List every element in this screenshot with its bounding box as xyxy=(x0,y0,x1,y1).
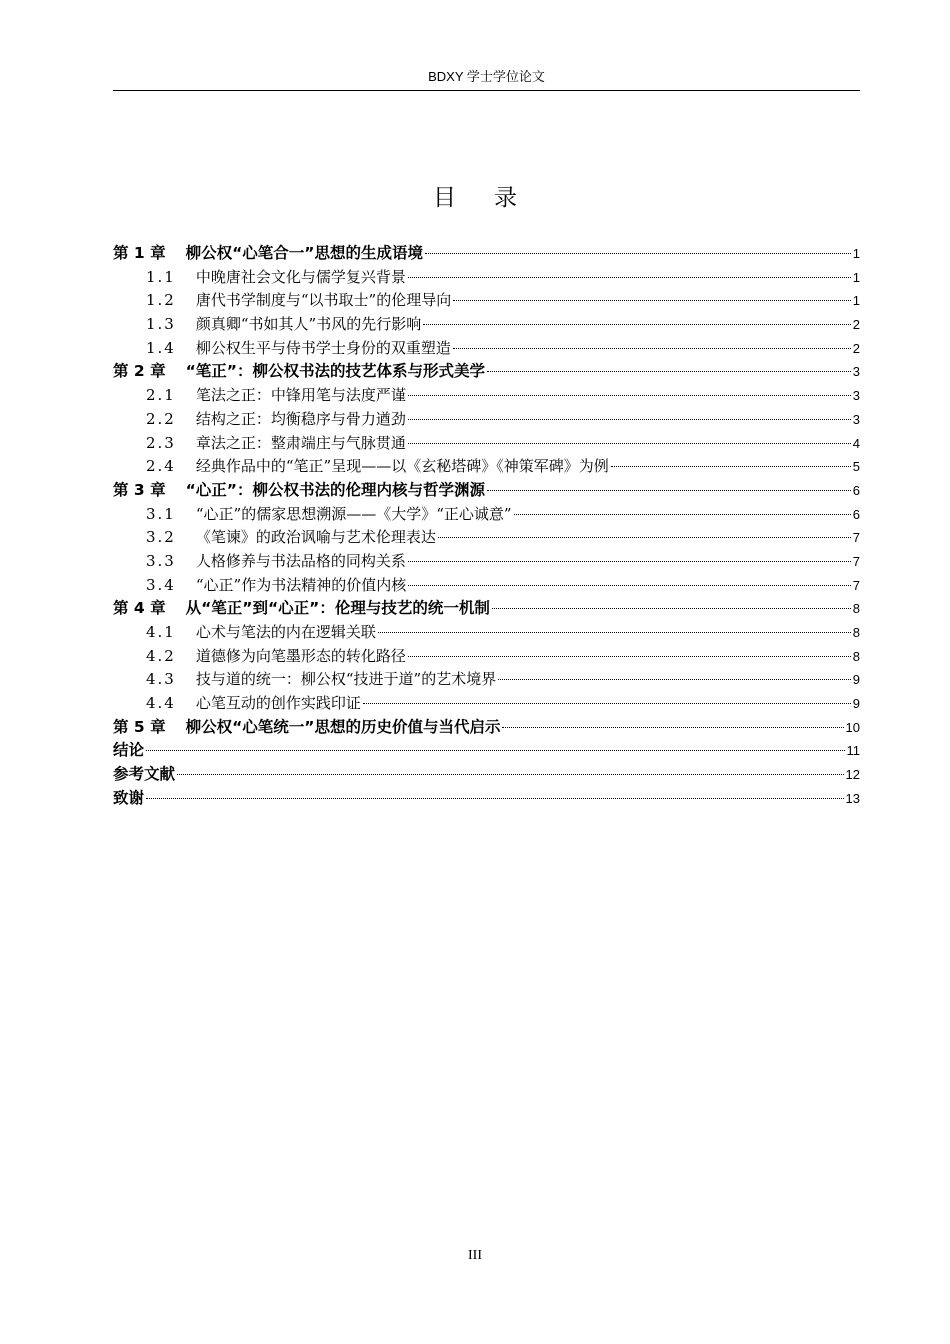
toc-entry-number: 3.1 xyxy=(146,504,176,523)
toc-entry-title: 从“笔正”到“心正”：伦理与技艺的统一机制 xyxy=(185,599,490,618)
toc-entry-number: 4.2 xyxy=(146,646,176,665)
header-rule xyxy=(113,90,860,91)
dot-leader xyxy=(408,561,851,562)
toc-entry-page-number: 13 xyxy=(845,790,860,806)
toc-section-entry[interactable] xyxy=(113,455,860,479)
table-of-contents xyxy=(113,242,860,811)
toc-entry-page-number: 6 xyxy=(852,482,860,498)
toc-section-entry[interactable] xyxy=(113,692,860,716)
toc-entry-number: 4.3 xyxy=(146,670,176,689)
toc-entry-number: 第 1 章 xyxy=(113,244,166,262)
toc-entry-number: 3.2 xyxy=(146,528,176,547)
toc-entry-page-number: 8 xyxy=(852,625,860,640)
dot-leader xyxy=(502,727,843,728)
toc-chapter-entry[interactable] xyxy=(113,479,860,503)
toc-entry-number: 第 2 章 xyxy=(113,362,166,381)
toc-entry-number: 3.3 xyxy=(146,551,176,570)
toc-entry-page-number: 1 xyxy=(852,293,860,309)
dot-leader xyxy=(453,300,851,301)
toc-entry-title: 道德修为向笔墨形态的转化路径 xyxy=(195,646,406,665)
toc-entry-title: 心笔互动的创作实践印证 xyxy=(195,694,361,713)
toc-entry-number: 1.2 xyxy=(146,291,176,310)
toc-entry-number: 2.2 xyxy=(146,409,176,428)
toc-entry-page-number: 11 xyxy=(846,743,860,759)
dot-leader xyxy=(408,419,851,420)
toc-entry-page-number: 8 xyxy=(852,601,860,617)
toc-entry-page-number: 9 xyxy=(852,696,860,712)
toc-entry-title: “心正”的儒家思想溯源——《大学》“正心诚意” xyxy=(195,504,512,523)
toc-entry-page-number: 3 xyxy=(852,364,860,380)
toc-entry-page-number: 7 xyxy=(852,553,860,569)
toc-entry-page-number: 2 xyxy=(852,340,860,356)
page-header: BDXY 学士学位论文 xyxy=(428,69,545,84)
toc-entry-title: 柳公权生平与侍书学士身份的双重塑造 xyxy=(195,338,451,357)
toc-entry-title: 笔法之正：中锋用笔与法度严谨 xyxy=(195,386,406,405)
toc-entry-title: 致谢 xyxy=(113,788,145,807)
toc-entry-title: 经典作品中的“笔正”呈现——以《玄秘塔碑》《神策军碑》为例 xyxy=(195,457,609,476)
dot-leader xyxy=(487,371,851,372)
dot-leader xyxy=(408,443,851,444)
dot-leader xyxy=(423,324,851,325)
toc-entry-title: 结构之正：均衡稳序与骨力遒劲 xyxy=(195,409,406,428)
toc-entry-number: 1.1 xyxy=(146,267,176,286)
toc-entry-number: 第 5 章 xyxy=(113,717,166,736)
toc-entry-title: 柳公权“心笔统一”思想的历史价值与当代启示 xyxy=(185,717,501,736)
toc-section-entry[interactable] xyxy=(113,337,860,361)
toc-entry-title: 参考文献 xyxy=(113,765,176,784)
toc-section-entry[interactable] xyxy=(113,503,860,527)
toc-entry-title: 心术与笔法的内在逻辑关联 xyxy=(195,623,376,641)
dot-leader xyxy=(378,632,851,633)
toc-section-entry[interactable] xyxy=(113,313,860,337)
toc-section-entry[interactable] xyxy=(113,408,860,432)
dot-leader xyxy=(611,466,851,467)
toc-chapter-entry[interactable] xyxy=(113,716,860,740)
toc-chapter-entry[interactable] xyxy=(113,597,860,621)
dot-leader xyxy=(146,798,844,799)
toc-entry-page-number: 1 xyxy=(852,269,860,285)
dot-leader xyxy=(408,585,851,586)
toc-entry-title: 柳公权“心笔合一”思想的生成语境 xyxy=(185,244,423,262)
toc-entry-page-number: 7 xyxy=(852,530,860,546)
toc-entry-title: 《笔谏》的政治讽喻与艺术伦理表达 xyxy=(195,528,436,547)
toc-entry-title: 唐代书学制度与“以书取士”的伦理导向 xyxy=(195,291,452,310)
toc-entry-title: 人格修养与书法品格的同构关系 xyxy=(195,551,406,570)
toc-entry-title: “心正”：柳公权书法的伦理内核与哲学渊源 xyxy=(185,480,485,499)
toc-entry-number: 第 3 章 xyxy=(113,480,166,499)
toc-section-entry[interactable] xyxy=(113,621,860,645)
dot-leader xyxy=(453,348,851,349)
toc-entry-number: 2.3 xyxy=(146,433,176,452)
toc-entry-number: 第 4 章 xyxy=(113,599,166,618)
toc-section-entry[interactable] xyxy=(113,384,860,408)
dot-leader xyxy=(408,395,851,396)
toc-entry-title: 技与道的统一：柳公权“技进于道”的艺术境界 xyxy=(195,670,497,689)
dot-leader xyxy=(492,608,851,609)
dot-leader xyxy=(425,253,851,254)
toc-title: 目录 xyxy=(433,185,555,211)
toc-section-entry[interactable] xyxy=(113,550,860,574)
dot-leader xyxy=(438,537,851,538)
dot-leader xyxy=(487,490,851,491)
toc-section-entry[interactable] xyxy=(113,526,860,550)
toc-entry-number: 3.4 xyxy=(146,575,176,594)
toc-chapter-entry[interactable] xyxy=(113,739,860,763)
toc-section-entry[interactable] xyxy=(113,266,860,290)
toc-entry-page-number: 2 xyxy=(852,317,860,333)
toc-chapter-entry[interactable] xyxy=(113,787,860,811)
dot-leader xyxy=(514,514,851,515)
toc-section-entry[interactable] xyxy=(113,289,860,313)
toc-section-entry[interactable] xyxy=(113,645,860,669)
toc-entry-page-number: 8 xyxy=(852,648,860,664)
page-number: III xyxy=(468,1248,482,1263)
dot-leader xyxy=(363,703,851,704)
dot-leader xyxy=(498,679,851,680)
dot-leader xyxy=(408,277,851,278)
toc-chapter-entry[interactable] xyxy=(113,242,860,266)
toc-entry-page-number: 3 xyxy=(852,411,860,427)
toc-section-entry[interactable] xyxy=(113,432,860,456)
toc-entry-page-number: 10 xyxy=(845,719,860,735)
toc-entry-page-number: 1 xyxy=(852,246,860,261)
toc-entry-title: “心正”作为书法精神的价值内核 xyxy=(195,575,407,594)
toc-chapter-entry[interactable] xyxy=(113,360,860,384)
toc-entry-page-number: 6 xyxy=(852,506,860,522)
toc-section-entry[interactable] xyxy=(113,668,860,692)
dot-leader xyxy=(408,656,851,657)
toc-entry-page-number: 7 xyxy=(852,577,860,593)
toc-entry-title: 颜真卿“书如其人”书风的先行影响 xyxy=(195,315,422,334)
toc-entry-number: 1.4 xyxy=(146,338,176,357)
toc-entry-number: 4.1 xyxy=(146,623,176,641)
toc-entry-number: 4.4 xyxy=(146,694,176,713)
toc-entry-title: 中晚唐社会文化与儒学复兴背景 xyxy=(195,267,406,286)
toc-entry-page-number: 9 xyxy=(852,672,860,688)
toc-entry-page-number: 12 xyxy=(845,767,860,783)
toc-entry-title: 结论 xyxy=(113,741,145,760)
dot-leader xyxy=(146,750,844,751)
dot-leader xyxy=(177,774,844,775)
toc-entry-number: 2.4 xyxy=(146,457,176,476)
toc-entry-title: 章法之正：整肃端庄与气脉贯通 xyxy=(195,433,406,452)
toc-entry-number: 2.1 xyxy=(146,386,176,405)
toc-entry-page-number: 4 xyxy=(852,435,860,451)
toc-entry-title: “笔正”：柳公权书法的技艺体系与形式美学 xyxy=(185,362,485,381)
toc-entry-page-number: 5 xyxy=(852,459,860,475)
toc-entry-number: 1.3 xyxy=(146,315,176,334)
toc-chapter-entry[interactable] xyxy=(113,763,860,787)
toc-entry-page-number: 3 xyxy=(852,388,860,404)
toc-section-entry[interactable] xyxy=(113,574,860,598)
